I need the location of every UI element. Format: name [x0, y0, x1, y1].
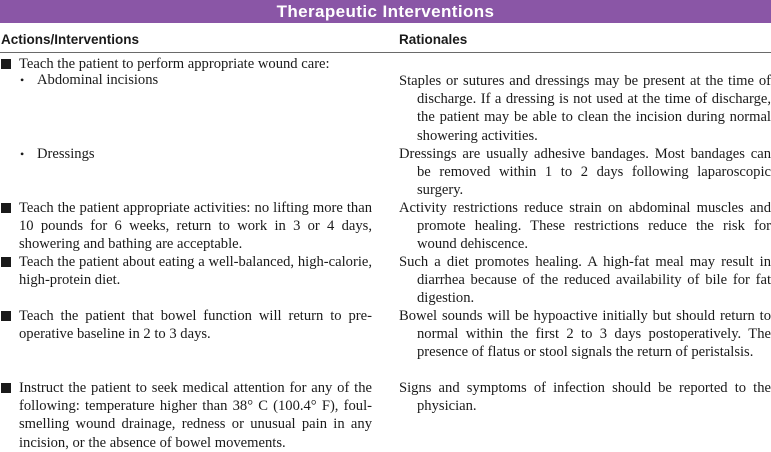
action-text: Teach the patient appropriate activities: no lifting more than 10 pounds for 6 weeks, return to work in 3 or 4 days, showering and bathing are acceptable. [19, 200, 372, 253]
square-bullet-icon [1, 59, 11, 69]
action-text: Teach the patient about eating a well-balanced, high-calorie, high-protein diet. [19, 254, 372, 289]
rationale-item: Such a diet promotes healing. A high-fat meal may result in diarrhea because of the reduced availability of bile for fat digestion. [399, 254, 771, 307]
square-bullet-icon [1, 311, 11, 321]
action-item [19, 253, 372, 289]
square-bullet-icon [1, 203, 11, 213]
rationale-item: Staples or sutures and dressings may be present at the time of discharge. If a dressing is not used at the time of discharge, the patient may be able to clean the incision during normal showering activities. [399, 73, 771, 144]
action-item [19, 379, 372, 452]
square-bullet-icon [1, 383, 11, 393]
action-text: Instruct the patient to seek medical attention for any of the following: temperature higher than 38° C (100.4° F), foul-smelling wound drainage, redness or unusual pain in any incision, or the absence of bowel movements. [19, 380, 372, 451]
rationales-column-header: Rationales [399, 32, 468, 47]
action-text: Teach the patient that bowel function will return to pre-operative baseline in 2 to 3 days. [19, 308, 372, 343]
dot-bullet-icon: • [20, 147, 25, 161]
square-bullet-icon [1, 257, 11, 267]
header-divider [0, 52, 771, 53]
sub-action-text: Dressings [37, 146, 95, 162]
action-text: Teach the patient to perform appropriate wound care: [19, 56, 330, 72]
actions-column-header: Actions/Interventions [1, 32, 140, 47]
rationale-item: Dressings are usually adhesive bandages. Most bandages can be removed within 1 to 2 days following laparoscopic surgery. [399, 146, 771, 199]
rationale-item: Signs and symptoms of infection should be reported to the physician. [399, 380, 771, 415]
sub-action-text: Abdominal incisions [37, 72, 159, 88]
rationale-item: Bowel sounds will be hypoactive initially but should return to normal within the first 2 to 3 days postoperatively. The presence of flatus or stool signals the return of peristalsis. [399, 308, 771, 361]
action-item [19, 307, 372, 343]
rationale-item: Activity restrictions reduce strain on abdominal muscles and promote healing. These restrictions reduce the risk for wound dehiscence. [399, 200, 771, 253]
dot-bullet-icon: • [20, 73, 25, 87]
action-item [19, 199, 372, 254]
section-title: Therapeutic Interventions [0, 0, 771, 23]
sub-action-item [20, 145, 372, 163]
sub-action-item [20, 71, 372, 89]
